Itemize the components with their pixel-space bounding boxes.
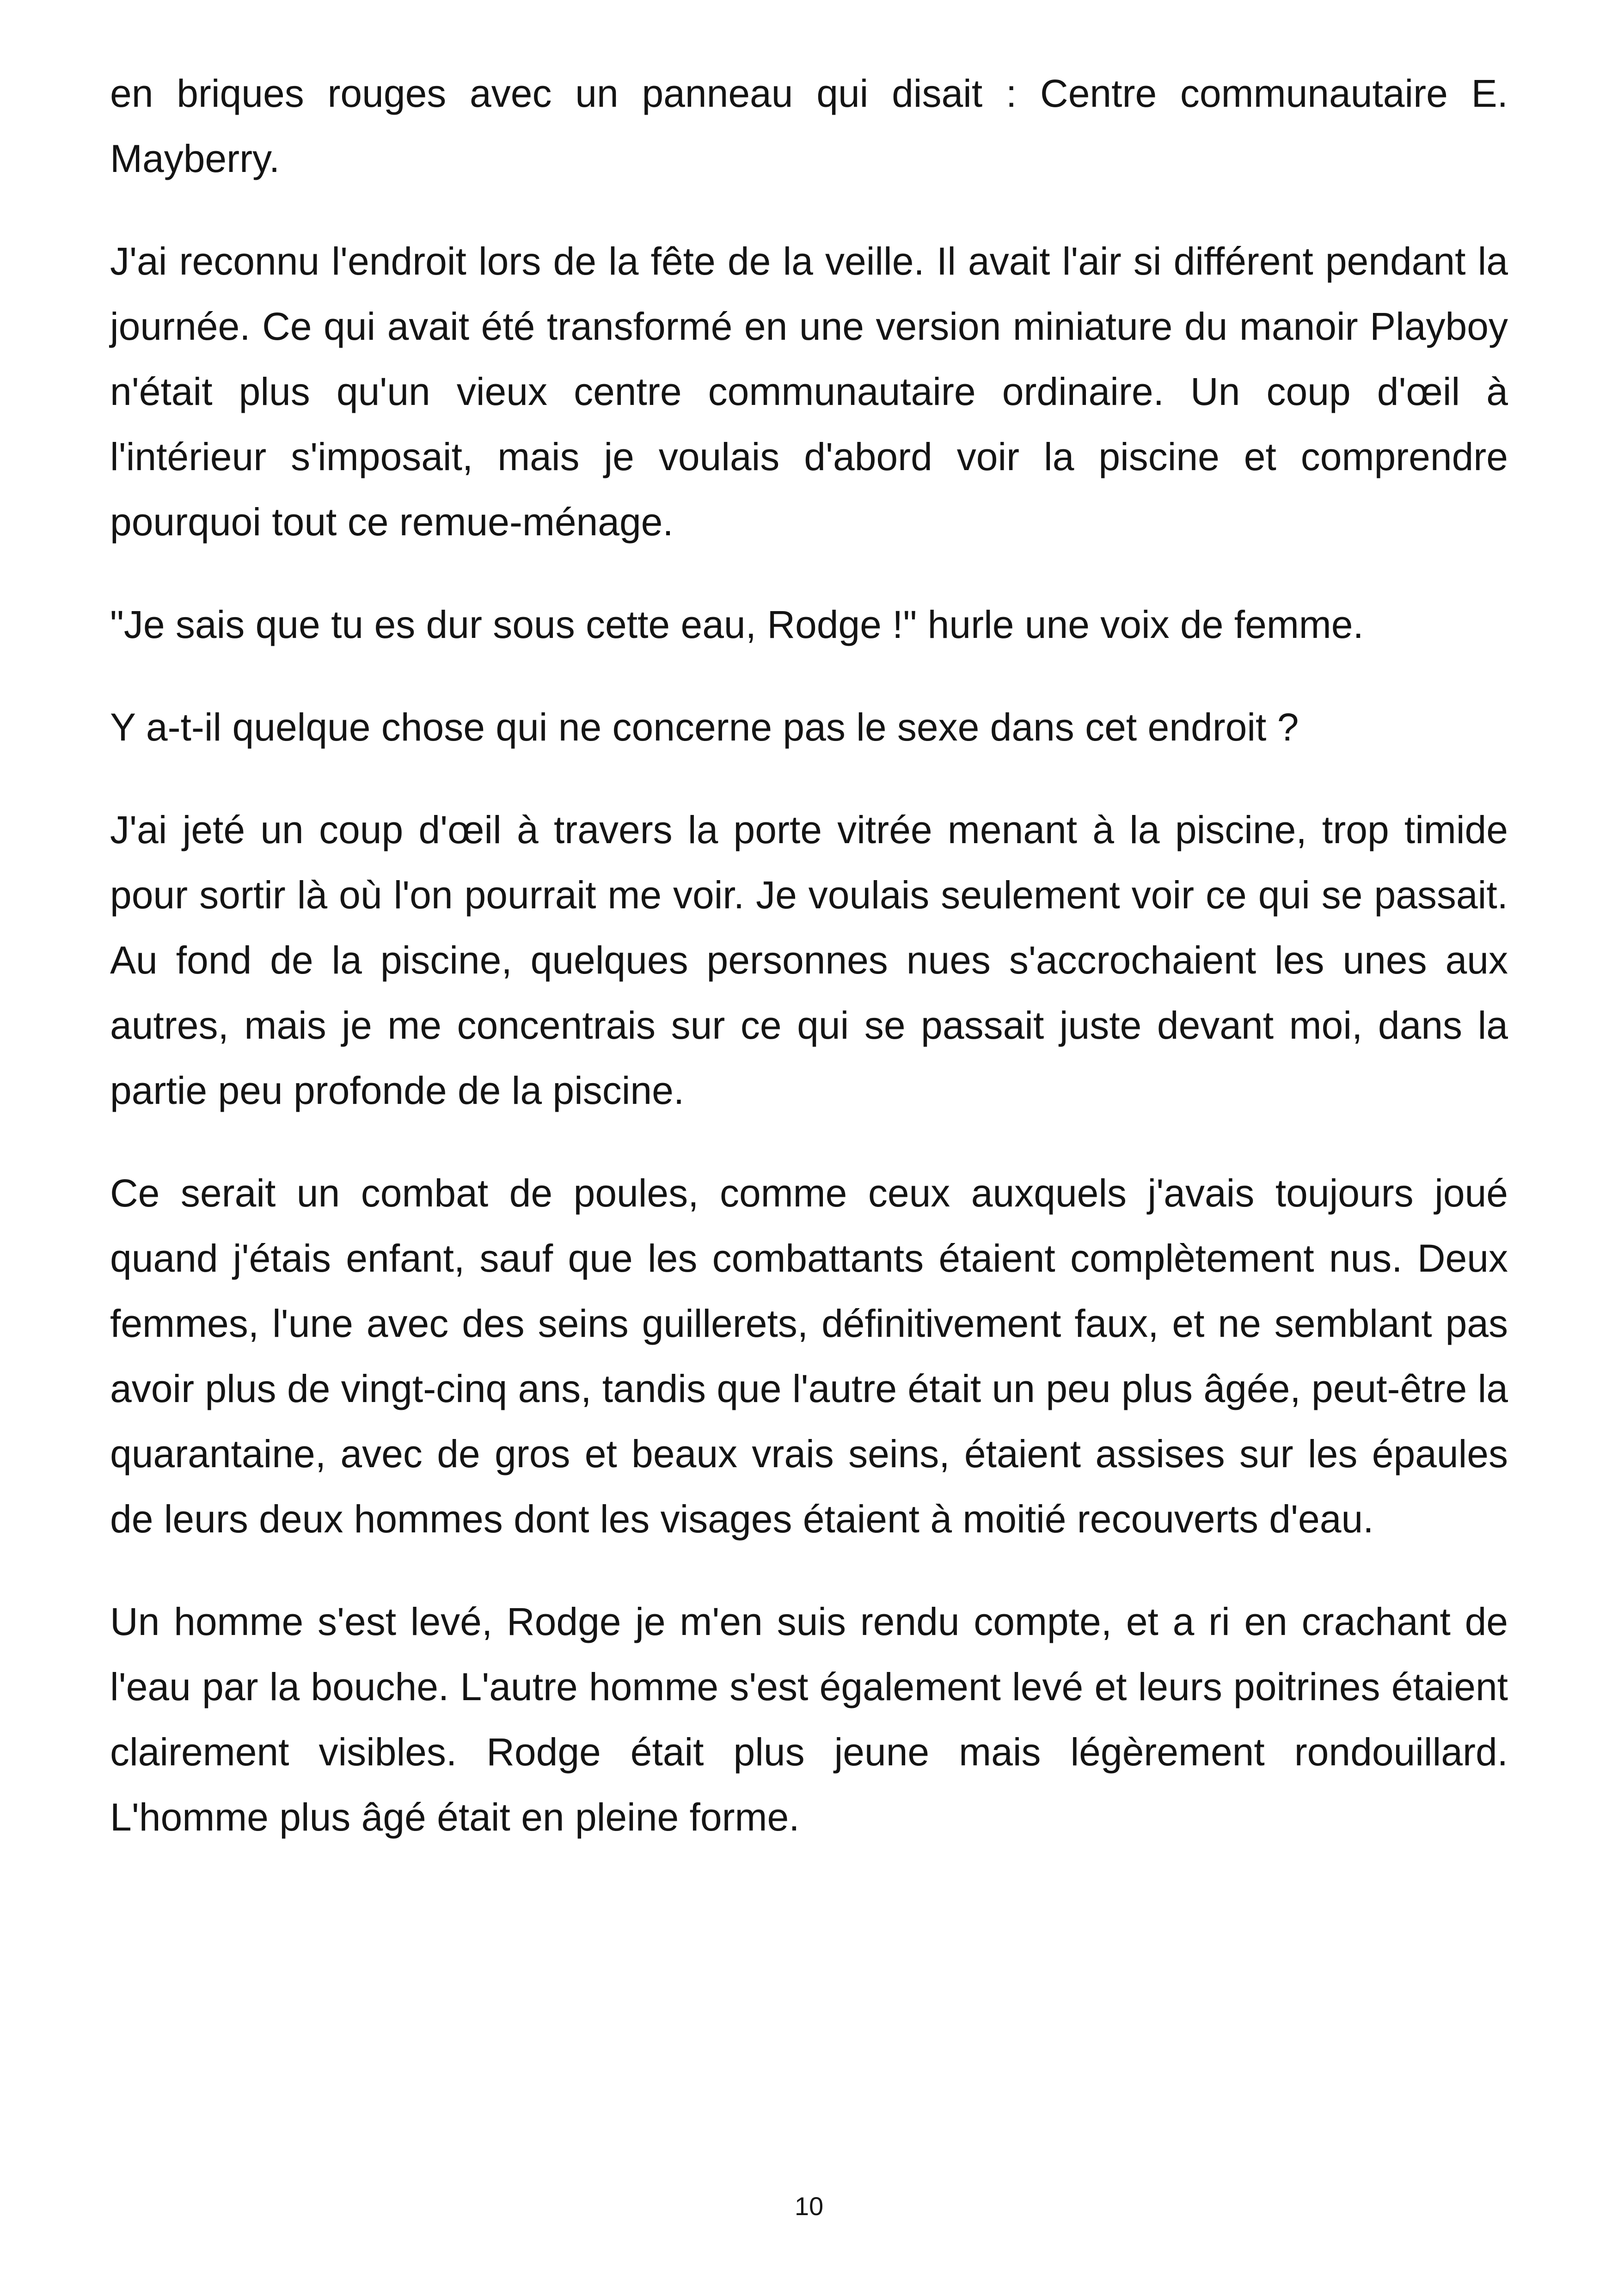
paragraph-2: J'ai reconnu l'endroit lors de la fête de la veille. Il avait l'air si différent pendant la journée. Ce qui avait été transformé en une version miniature du manoir Playboy n'était plus qu'un vieux centre communautaire ordinaire. Un coup d'œil à l'intérieur s'imposait, mais je voulais d'abord voir la piscine et comprendre pourquoi tout ce remue-ménage. bbox=[110, 239, 1508, 544]
body-text bbox=[110, 61, 1508, 1887]
paragraph-6: Ce serait un combat de poules, comme ceux auxquels j'avais toujours joué quand j'étais enfant, sauf que les combattants étaient complètement nus. Deux femmes, l'une avec des seins guillerets, définitivement faux, et ne semblant pas avoir plus de vingt-cinq ans, tandis que l'autre était un peu plus âgée, peut-être la quarantaine, avec de gros et beaux vrais seins, étaient assises sur les épaules de leurs deux hommes dont les visages étaient à moitié recouverts d'eau. bbox=[110, 1171, 1508, 1541]
paragraph-3: "Je sais que tu es dur sous cette eau, Rodge !" hurle une voix de femme. bbox=[110, 603, 1364, 646]
paragraph-4: Y a-t-il quelque chose qui ne concerne pas le sexe dans cet endroit ? bbox=[110, 705, 1299, 749]
paragraph-7: Un homme s'est levé, Rodge je m'en suis rendu compte, et a ri en crachant de l'eau par la bouche. L'autre homme s'est également levé et leurs poitrines étaient clairement visibles. Rodge était plus jeune mais légèrement rondouillard. L'homme plus âgé était en pleine forme. bbox=[110, 1600, 1508, 1839]
page-number: 10 bbox=[794, 2192, 824, 2221]
paragraph-5: J'ai jeté un coup d'œil à travers la porte vitrée menant à la piscine, trop timide pour sortir là où l'on pourrait me voir. Je voulais seulement voir ce qui se passait. Au fond de la piscine, quelques personnes nues s'accrochaient les unes aux autres, mais je me concentrais sur ce qui se passait juste devant moi, dans la partie peu profonde de la piscine. bbox=[110, 808, 1508, 1112]
paragraph-1: en briques rouges avec un panneau qui disait : Centre communautaire E. Mayberry. bbox=[110, 72, 1508, 180]
